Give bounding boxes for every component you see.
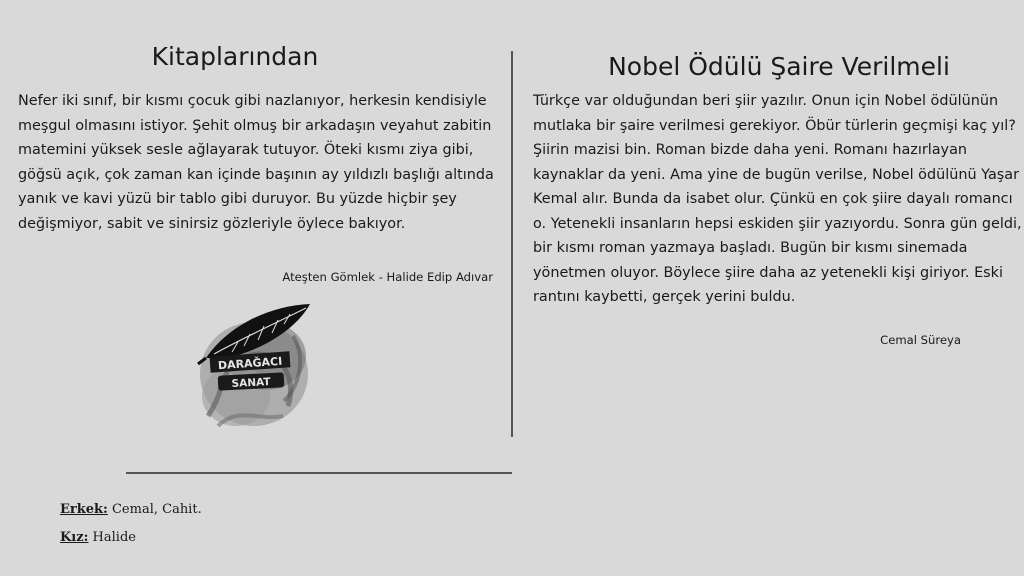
left-quote-text: Nefer iki sınıf, bir kısmı çocuk gibi nazlanıyor, herkesin kendisiyle meşgul olmasını istiyor. Şehit olmuş bir arkadaşın veyahut zabitin matemini yüksek sesle ağlayarak tutuyor. Öteki kısmı ziya gibi, göğsü açık, çok zaman kan içinde başının ay yıldızlı başlığı altında yanık ve kavi yüzü bir tablo gibi duruyor. Bu yüzde hiçbir şey değişmiyor, sabit ve sinirsiz gözleriyle öylece bakıyor.: [18, 93, 494, 232]
legend-male-value: Cemal, Cahit.: [107, 502, 202, 517]
legend-female: [60, 530, 136, 545]
legend-male-label: Erkek:: [60, 502, 108, 517]
horizontal-divider: [126, 472, 512, 474]
right-quote-credit: Cemal Süreya: [880, 333, 961, 347]
legend-male: [60, 502, 202, 517]
right-quote-text: Türkçe var olduğundan beri şiir yazılır. Onun için Nobel ödülünün mutlaka bir şaire verilmesi gerekiyor. Öbür türlerin geçmişi kaç yıl? Şiirin mazisi bin. Roman bizde daha yeni. Romanı hazırlayan kaynaklar da yeni. Ama yine de bugün verilse, Nobel ödülünü Yaşar Kemal alır. Bunda da isabet olur. Çünkü en çok şiire dayalı romancı o. Yetenekli insanların hepsi eskiden şiir yazıyordu. Sonra gün geldi, bir kısmı roman yazmaya başladı. Bugün bir kısmı sinemada yönetmen oluyor. Böylece şiire daha az yetenekli kişi giriyor. Eski rantını kaybetti, gerçek yerini buldu.: [533, 93, 1022, 305]
left-title: Kitaplarından: [151, 42, 319, 71]
logo-line2: SANAT: [231, 375, 271, 391]
left-quote-credit: Ateşten Gömlek - Halide Edip Adıvar: [282, 270, 493, 284]
legend-female-value: Halide: [88, 530, 136, 545]
logo-line1: DARAĞACI: [217, 354, 283, 373]
vertical-divider: [511, 51, 513, 437]
legend-female-label: Kız:: [60, 530, 89, 545]
right-title: Nobel Ödülü Şaire Verilmeli: [608, 52, 950, 81]
daragaci-sanat-logo: [188, 296, 320, 436]
